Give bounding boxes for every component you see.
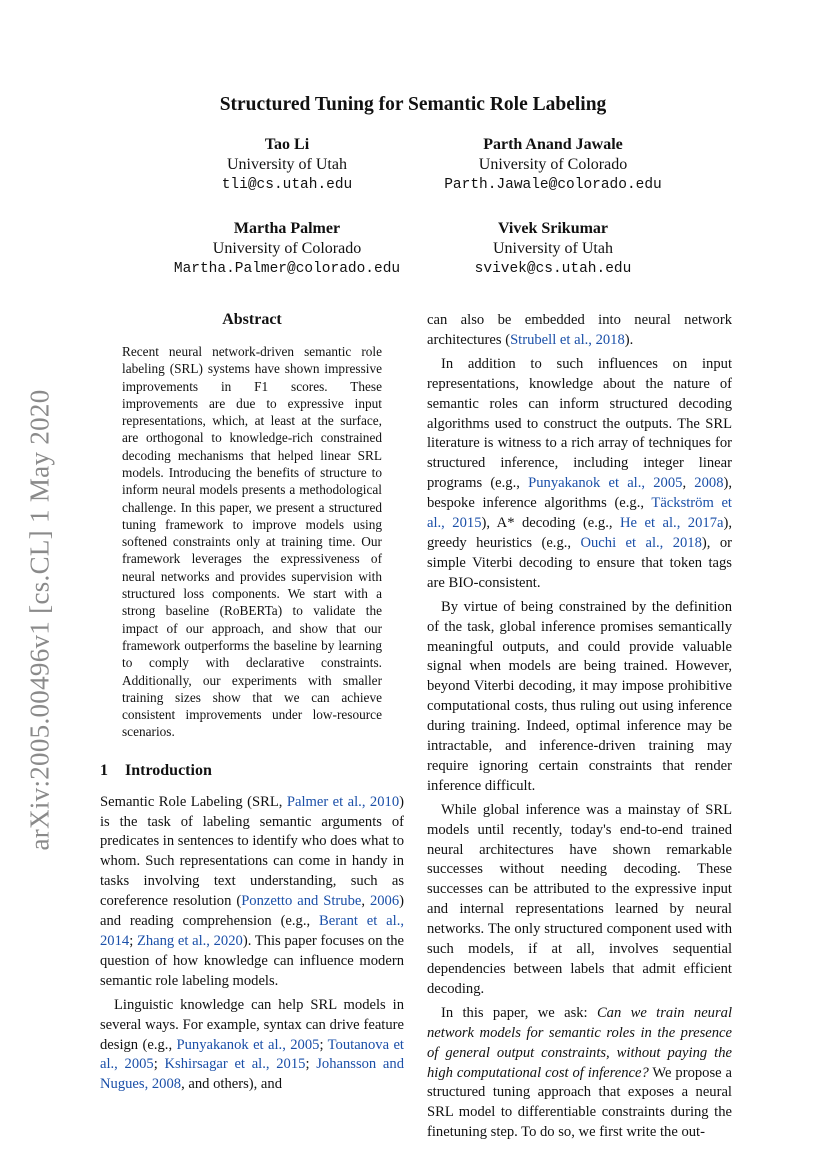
section-title: Introduction [125, 761, 212, 779]
citation-link[interactable]: Punyakanok et al., 2005 [528, 475, 683, 492]
left-column [100, 310, 404, 1095]
citation-link[interactable]: Johansson and Nugues, 2008 [100, 1056, 405, 1093]
author-affiliation: University of Utah [227, 156, 347, 173]
citation-link[interactable]: Ponzetto and Strube [241, 893, 362, 910]
right-column [427, 311, 732, 1143]
paragraph: While global inference was a mainstay of SRL models until recently, today's end-to-end trained neural architectures have shown remarkable successes without needing decoding. These successes can be attributed to the expressive input and internal representations learned by neural networks. The only structured component used with such models, if at all, involves sequential dependencies between labels that admit efficient decoding. [427, 801, 732, 997]
abstract-text: Recent neural network-driven semantic role labeling (SRL) systems have shown impressive improvements in F1 scores. These improvements are due to expressive input representations, which, at least at the surface, are orthogonal to knowledge-rich constrained decoding mechanisms that helped linear SRL models. Introducing the benefits of structure to inform neural models presents a methodological challenge. In this paper, we present a structured tuning framework to improve models using softened constraints only at training time. Our framework leverages the expressiveness of neural networks and provides supervision with structured loss components. We start with a strong baseline (RoBERTa) to validate the impact of our approach, and show that our framework outperforms the baseline by learning to comply with declarative constraints. Additionally, our experiments with smaller training sizes show that we can achieve consistent improvements under low-resource scenarios. [122, 343, 382, 740]
paragraph: Semantic Role Labeling (SRL, Palmer et al., 2010) is the task of labeling semantic arguments of predicates in sentences to identify who does what to whom. Such representations can come in handy in tasks involving text understanding, such as coreference resolution (Ponzetto and Strube, 2006) and reading comprehension (e.g., Berant et al., 2014; Zhang et al., 2020). This paper focuses on the question of how knowledge can influence modern semantic role labeling models. [100, 793, 405, 989]
citation-link[interactable]: Kshirsagar et al., 2015 [164, 1056, 306, 1073]
citation-link[interactable]: Strubell et al., 2018 [510, 331, 625, 348]
citation-link[interactable]: 2008 [694, 475, 724, 492]
author-block [393, 219, 713, 279]
author-name: Vivek Srikumar [497, 220, 609, 237]
author-name: Parth Anand Jawale [483, 136, 623, 153]
citation-link[interactable]: 2006 [369, 893, 400, 910]
paragraph: In this paper, we ask: Can we train neural network models for semantic roles in the presence of general output constraints, without paying the high computational cost of inference? We propose a structured tuning approach that exposes a neural SRL model to differentiable constraints during the finetuning step. To do so, we first write the out- [427, 1004, 733, 1141]
paragraph: In addition to such influences on input representations, knowledge about the nature of semantic roles can inform structured decoding algorithms used to construct the outputs. The SRL literature is witness to a rich array of techniques for structured inference, including integer linear programs (e.g., Punyakanok et al., 2005, 2008), bespoke inference algorithms (e.g., Täckström et al., 2015), A* decoding (e.g., He et al., 2017a), greedy heuristics (e.g., Ouchi et al., 2018), or simple Viterbi decoding to ensure that token tags are BIO-consistent. [427, 355, 732, 591]
citation-link[interactable]: Ouchi et al., 2018 [580, 534, 702, 551]
author-affiliation: University of Colorado [212, 240, 362, 257]
citation-link[interactable]: Täckström et al., 2015 [427, 495, 732, 532]
arxiv-watermark: arXiv:2005.00496v1 [cs.CL] 1 May 2020 [24, 389, 55, 851]
citation-link[interactable]: Berant et al., 2014 [100, 913, 404, 949]
research-question: Can we train neural network models for semantic roles in the presence of general output constraints, without paying the high computational cost of inference? [427, 1004, 733, 1081]
author-name: Martha Palmer [233, 220, 341, 237]
author-email: Martha.Palmer@colorado.edu [173, 261, 401, 277]
citation-link[interactable]: Zhang et al., 2020 [136, 932, 243, 949]
author-block [393, 135, 713, 195]
section-heading [100, 761, 404, 781]
author-affiliation: University of Colorado [478, 156, 628, 173]
paragraph: Linguistic knowledge can help SRL models in several ways. For example, syntax can drive feature design (e.g., Punyakanok et al., 2005; Toutanova et al., 2005; Kshirsagar et al., 2015; Johansson and Nugues, 2008, and others), and [100, 996, 405, 1093]
author-email: tli@cs.utah.edu [221, 177, 353, 193]
citation-link[interactable]: He et al., 2017a [620, 515, 724, 532]
citation-link[interactable]: Toutanova et al., 2005 [100, 1036, 404, 1073]
paragraph: can also be embedded into neural network architectures (Strubell et al., 2018). [427, 312, 732, 348]
author-name: Tao Li [264, 136, 310, 153]
author-email: svivek@cs.utah.edu [474, 261, 632, 277]
author-affiliation: University of Utah [493, 240, 613, 257]
paper-title: Structured Tuning for Semantic Role Labeling [219, 94, 607, 115]
section-number: 1 [100, 761, 108, 779]
paragraph: By virtue of being constrained by the definition of the task, global inference promises semantically meaningful outputs, and could provide valuable signal when models are being trained. However, beyond Viterbi decoding, it may impose prohibitive computational costs, thus ruling out using inference during training. Indeed, optimal inference may be intractable, and inference-driven training may require ignoring certain constraints that render inference difficult. [427, 598, 732, 794]
abstract-heading: Abstract [222, 311, 282, 328]
author-email: Parth.Jawale@colorado.edu [444, 177, 662, 193]
citation-link[interactable]: Punyakanok et al., 2005 [176, 1036, 320, 1053]
citation-link[interactable]: Palmer et al., 2010 [286, 793, 400, 810]
